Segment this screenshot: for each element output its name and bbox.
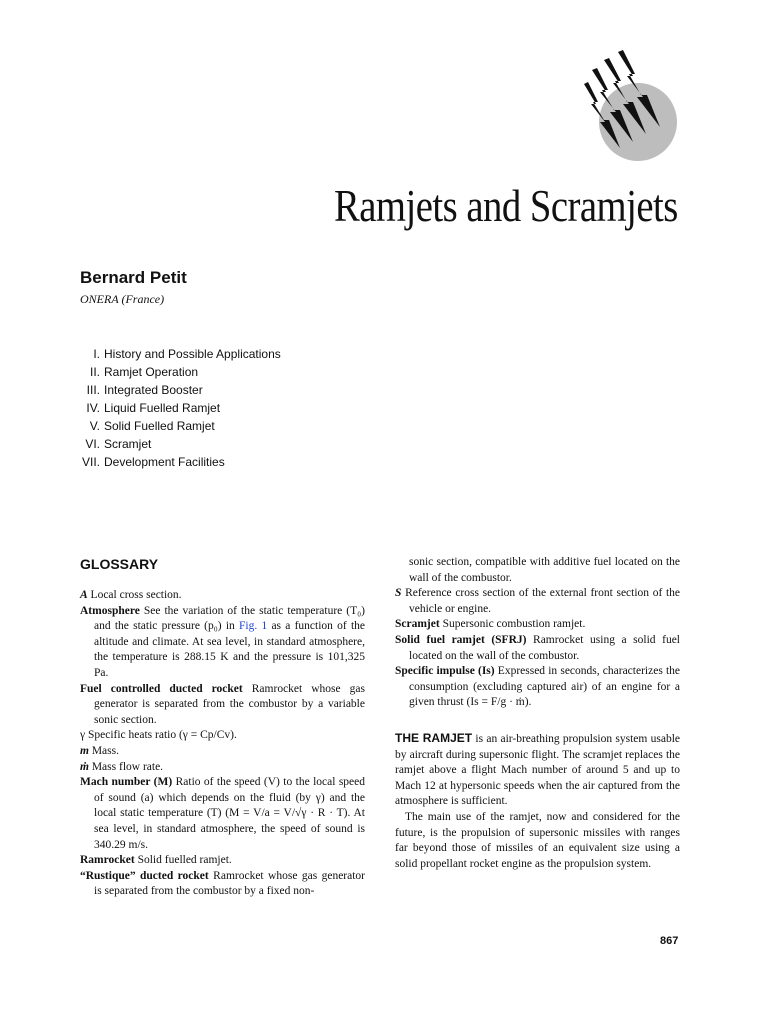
glossary-definition: Reference cross section of the external front section of the vehicle or engine. <box>405 587 680 615</box>
glossary-entry <box>395 586 680 617</box>
glossary-definition: Mass flow rate. <box>91 760 164 773</box>
glossary-definition: Ramrocket whose gas generator is separated from the combustor by a fixed non- <box>94 869 366 898</box>
glossary-term: S <box>395 587 402 600</box>
toc-label: Ramjet Operation <box>104 365 199 379</box>
glossary-entry <box>80 728 365 744</box>
toc-number: V. <box>89 419 100 433</box>
glossary-definition: Ramrocket using a solid fuel located on the wall of the combustor. <box>409 633 680 662</box>
glossary-entry <box>80 760 365 776</box>
glossary-term: ṁ <box>80 760 89 773</box>
figure-link[interactable]: Fig. 1 <box>239 620 268 633</box>
toc-item[interactable] <box>80 417 281 435</box>
glossary-entry <box>80 588 365 604</box>
glossary-term: Specific impulse (Is) <box>395 665 495 678</box>
glossary-definition: Expressed in seconds, characterizes the consumption (excluding captured air) of an engine for a given thrust (Is = F/g · ṁ). <box>409 665 681 709</box>
glossary-term: Solid fuel ramjet (SFRJ) <box>395 633 527 646</box>
toc-item[interactable] <box>80 381 281 399</box>
left-column <box>80 555 365 900</box>
toc-label: History and Possible Applications <box>104 347 281 361</box>
glossary-term: Atmosphere <box>80 604 140 617</box>
toc-label: Liquid Fuelled Ramjet <box>104 401 221 415</box>
toc-label: Integrated Booster <box>104 383 203 397</box>
glossary-entry <box>395 664 680 711</box>
toc-item[interactable] <box>80 363 281 381</box>
toc-number: I. <box>93 347 100 361</box>
glossary-entry <box>80 744 365 760</box>
page-number: 867 <box>660 935 679 947</box>
toc-number: VI. <box>85 437 100 451</box>
lead-in: THE RAMJET <box>395 730 473 745</box>
toc-item[interactable] <box>80 453 281 471</box>
glossary-entry <box>80 682 365 729</box>
lightning-bolts-logo <box>578 50 688 165</box>
toc-label: Solid Fuelled Ramjet <box>104 419 215 433</box>
toc-item[interactable] <box>80 345 281 363</box>
toc-label: Development Facilities <box>104 455 225 469</box>
toc-number: II. <box>89 365 100 379</box>
glossary-entry <box>80 869 365 900</box>
toc-label: Scramjet <box>104 437 152 451</box>
toc-item[interactable] <box>80 435 281 453</box>
glossary-entry <box>395 617 680 633</box>
toc-number: VII. <box>81 455 100 469</box>
glossary-definition: Local cross section. <box>90 589 182 601</box>
toc-number: III. <box>86 383 100 397</box>
glossary-definition: Solid fuelled ramjet. <box>137 854 232 867</box>
glossary-definition: See the variation of the static temperature (T₀) and the static pressure (p₀) in <box>94 604 365 633</box>
glossary-definition: Ratio of the speed (V) to the local speed of sound (a) which depends on the fluid (by γ) and the local static temperature (T) (M = V/a = V/√γ · R · T). At sea level, in standard atmosphere, the speed of sound is 340.29 m/s. <box>94 776 366 851</box>
glossary-entry <box>80 775 365 853</box>
glossary-term: γ <box>80 729 86 742</box>
glossary-term: “Rustique” ducted rocket <box>80 869 209 882</box>
glossary-entry <box>80 604 365 682</box>
toc-number: IV. <box>86 401 100 415</box>
glossary-definition: Ramrocket whose gas generator is separated from the combustor by a variable sonic section. <box>94 682 365 726</box>
glossary-definition: Supersonic combustion ramjet. <box>442 618 586 631</box>
glossary-term: Ramrocket <box>80 854 135 867</box>
toc-item[interactable] <box>80 399 281 417</box>
spacer <box>395 711 680 731</box>
table-of-contents <box>80 345 281 471</box>
author-name: Bernard Petit <box>80 268 187 287</box>
glossary-term: Scramjet <box>395 618 440 631</box>
body-paragraph: The main use of the ramjet, now and considered for the future, is the propulsion of supersonic missiles with ranges far beyond those of missiles of an equivalent size using a solid propellant rocket engine as the propulsion system. <box>395 810 680 870</box>
glossary-entry-continuation: sonic section, compatible with additive fuel located on the wall of the combustor. <box>409 556 680 584</box>
glossary-entry <box>395 633 680 664</box>
glossary-term: m <box>80 744 89 757</box>
author-affiliation: ONERA (France) <box>80 292 165 306</box>
right-column <box>395 555 680 872</box>
glossary-heading: GLOSSARY <box>80 556 159 572</box>
glossary-term: Mach number (M) <box>80 776 173 789</box>
glossary-definition: Mass. <box>91 744 119 757</box>
paragraph-text: is an air-breathing propulsion system usable by aircraft during supersonic flight. The scramjet replaces the ramjet above a flight Mach number of around 5 and up to Mach 12 at hypersonic speeds when the air captured from the atmosphere is sufficient. <box>395 732 681 808</box>
glossary-entry <box>80 853 365 869</box>
glossary-term: Fuel controlled ducted rocket <box>80 682 243 695</box>
glossary-definition: Specific heats ratio (γ = Cp/Cv). <box>87 729 237 742</box>
chapter-title: Ramjets and Scramjets <box>334 181 678 231</box>
glossary-term: A <box>80 589 88 601</box>
body-paragraph <box>395 731 680 810</box>
glossary-definition-cont: as a function of the altitude and climate. At sea level, in standard atmosphere, the temperature is 288.15 K and the pressure is 101,325 Pa. <box>94 620 366 679</box>
